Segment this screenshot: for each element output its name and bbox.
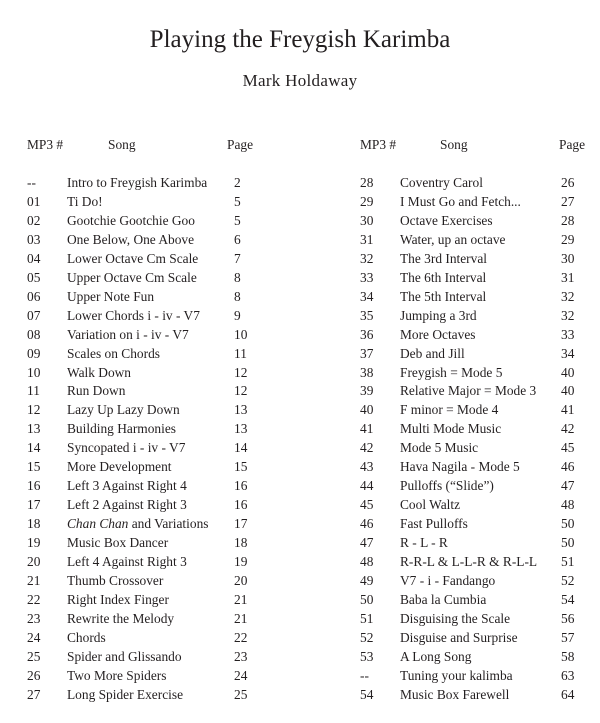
mp3-number: 05 — [27, 269, 41, 285]
song-title-italic: Chan Chan — [67, 516, 129, 532]
page-number: 32 — [561, 307, 575, 323]
song-title-rest: and Variations — [128, 516, 209, 532]
song-title: F minor = Mode 4 — [400, 402, 499, 418]
song-title: Pulloffs (“Slide”) — [400, 478, 494, 494]
mp3-number: 32 — [360, 250, 374, 266]
mp3-number: 26 — [27, 667, 41, 683]
song-title: Ti Do! — [67, 193, 103, 209]
mp3-number: 11 — [27, 383, 40, 399]
song-title — [67, 516, 208, 532]
mp3-number: 31 — [360, 231, 374, 247]
mp3-number: 19 — [27, 535, 41, 551]
mp3-number: 35 — [360, 307, 374, 323]
mp3-number: 43 — [360, 459, 374, 475]
song-title: A Long Song — [400, 648, 472, 664]
song-title: Disguising the Scale — [400, 610, 511, 626]
song-title: Rewrite the Melody — [67, 610, 175, 626]
song-title: Hava Nagila - Mode 5 — [400, 459, 520, 475]
mp3-number: 12 — [27, 402, 41, 418]
mp3-number: 48 — [360, 554, 374, 569]
mp3-number: 23 — [27, 610, 41, 626]
mp3-number: 25 — [27, 648, 41, 664]
page-number: 6 — [234, 231, 241, 247]
song-title: Left 3 Against Right 4 — [67, 478, 187, 494]
mp3-number: 03 — [27, 231, 41, 247]
song-title: Relative Major = Mode 3 — [400, 383, 537, 399]
mp3-number: 45 — [360, 497, 374, 513]
mp3-number: 24 — [27, 629, 41, 645]
page-number: 15 — [234, 459, 248, 475]
page-number: 5 — [234, 212, 241, 228]
mp3-number: 06 — [27, 288, 41, 304]
mp3-number: 33 — [360, 269, 374, 285]
author-name: Mark Holdaway — [242, 71, 358, 90]
page-number: 17 — [234, 516, 248, 532]
mp3-number: 02 — [27, 212, 41, 228]
page-number: 58 — [561, 648, 575, 664]
mp3-number: 50 — [360, 591, 374, 607]
song-title: Octave Exercises — [400, 212, 493, 228]
song-title: Multi Mode Music — [400, 421, 502, 437]
header-song-left: Song — [108, 137, 136, 152]
page-number: 63 — [561, 667, 575, 683]
page-number: 24 — [234, 667, 248, 683]
song-title: Spider and Glissando — [67, 648, 182, 664]
song-title: Gootchie Gootchie Goo — [67, 212, 195, 228]
mp3-number: 09 — [27, 345, 41, 361]
song-title: Jumping a 3rd — [400, 307, 477, 323]
page-number: 41 — [561, 402, 575, 418]
page-number: 50 — [561, 516, 575, 532]
mp3-number: 47 — [360, 535, 374, 551]
page-number: 33 — [561, 326, 575, 342]
page-number: 16 — [234, 478, 248, 494]
header-page-left: Page — [227, 137, 254, 152]
song-title: Syncopated i - iv - V7 — [67, 440, 186, 456]
page-number: 40 — [561, 383, 575, 399]
mp3-number: 01 — [27, 193, 41, 209]
song-title: Deb and Jill — [400, 345, 465, 361]
song-title: Left 4 Against Right 3 — [67, 554, 187, 569]
page-number: 52 — [561, 572, 575, 588]
song-title: Run Down — [67, 383, 126, 399]
page-number: 64 — [561, 686, 575, 702]
mp3-number: 18 — [27, 516, 41, 532]
song-title: Building Harmonies — [67, 421, 176, 437]
mp3-number: 49 — [360, 572, 374, 588]
song-title: R-R-L & L-L-R & R-L-L — [400, 554, 538, 569]
song-title: The 3rd Interval — [400, 250, 487, 266]
page-number: 56 — [561, 610, 575, 626]
song-title: Right Index Finger — [67, 591, 169, 607]
page-number: 51 — [561, 554, 575, 569]
mp3-number: -- — [360, 667, 369, 683]
song-title: Intro to Freygish Karimba — [67, 175, 208, 190]
mp3-number: -- — [27, 175, 36, 190]
page-number: 40 — [561, 364, 575, 380]
page-number: 11 — [234, 345, 247, 361]
mp3-number: 53 — [360, 648, 374, 664]
mp3-number: 37 — [360, 345, 374, 361]
page-number: 46 — [561, 459, 575, 475]
page-number: 25 — [234, 686, 248, 702]
mp3-number: 16 — [27, 478, 41, 494]
song-title: Tuning your kalimba — [400, 667, 513, 683]
song-title: Upper Note Fun — [67, 288, 155, 304]
header-song-right: Song — [440, 137, 468, 152]
page-number: 34 — [561, 345, 575, 361]
page-number: 18 — [234, 535, 248, 551]
mp3-number: 38 — [360, 364, 374, 380]
page-number: 14 — [234, 440, 248, 456]
song-title: Scales on Chords — [67, 345, 160, 361]
song-title: Upper Octave Cm Scale — [67, 269, 197, 285]
mp3-number: 42 — [360, 440, 374, 456]
song-title: Music Box Farewell — [400, 686, 510, 702]
song-title: Chords — [67, 629, 106, 645]
page-number: 16 — [234, 497, 248, 513]
song-title: Water, up an octave — [400, 231, 506, 247]
page-number: 29 — [561, 231, 575, 247]
mp3-number: 40 — [360, 402, 374, 418]
page-number: 13 — [234, 402, 248, 418]
page-number: 47 — [561, 478, 575, 494]
mp3-number: 08 — [27, 326, 41, 342]
song-title: Lower Octave Cm Scale — [67, 250, 199, 266]
mp3-number: 44 — [360, 478, 374, 494]
page-number: 8 — [234, 288, 241, 304]
page-number: 12 — [234, 383, 248, 399]
page-number: 27 — [561, 193, 575, 209]
mp3-number: 21 — [27, 572, 41, 588]
mp3-number: 54 — [360, 686, 374, 702]
mp3-number: 36 — [360, 326, 374, 342]
mp3-number: 30 — [360, 212, 374, 228]
song-title: Coventry Carol — [400, 175, 483, 190]
mp3-number: 46 — [360, 516, 374, 532]
mp3-number: 34 — [360, 288, 374, 304]
mp3-number: 10 — [27, 364, 41, 380]
page-number: 57 — [561, 629, 575, 645]
page-number: 23 — [234, 648, 248, 664]
mp3-number: 28 — [360, 175, 374, 190]
song-title: More Development — [67, 459, 172, 475]
page-number: 21 — [234, 610, 248, 626]
song-title: Two More Spiders — [67, 667, 167, 683]
mp3-number: 14 — [27, 440, 41, 456]
header-page-right: Page — [559, 137, 586, 152]
song-title: Mode 5 Music — [400, 440, 479, 456]
mp3-number: 13 — [27, 421, 41, 437]
song-title: Lower Chords i - iv - V7 — [67, 307, 200, 323]
page-title: Playing the Freygish Karimba — [149, 26, 451, 53]
page-number: 30 — [561, 250, 575, 266]
song-title: R - L - R — [400, 535, 448, 551]
page-number: 20 — [234, 572, 248, 588]
page-number: 45 — [561, 440, 575, 456]
mp3-number: 41 — [360, 421, 374, 437]
song-title: Walk Down — [67, 364, 132, 380]
mp3-number: 04 — [27, 250, 41, 266]
page-number: 13 — [234, 421, 248, 437]
mp3-number: 20 — [27, 554, 41, 569]
song-title: The 5th Interval — [400, 288, 487, 304]
page-number: 5 — [234, 193, 241, 209]
page-number: 50 — [561, 535, 575, 551]
song-title: Fast Pulloffs — [400, 516, 468, 532]
song-title: More Octaves — [400, 326, 476, 342]
mp3-number: 07 — [27, 307, 41, 323]
song-title: V7 - i - Fandango — [400, 572, 496, 588]
mp3-number: 22 — [27, 591, 41, 607]
page-number: 12 — [234, 364, 248, 380]
mp3-number: 52 — [360, 629, 374, 645]
header-mp3-left: MP3 # — [27, 137, 64, 152]
song-title: Variation on i - iv - V7 — [67, 326, 189, 342]
mp3-number: 17 — [27, 497, 41, 513]
page-number: 8 — [234, 269, 241, 285]
mp3-number: 27 — [27, 686, 41, 702]
page-number: 42 — [561, 421, 575, 437]
mp3-number: 29 — [360, 193, 374, 209]
page-number: 32 — [561, 288, 575, 304]
page-number: 54 — [561, 591, 575, 607]
mp3-number: 51 — [360, 610, 374, 626]
header-mp3-right: MP3 # — [360, 137, 397, 152]
song-title: Cool Waltz — [400, 497, 461, 513]
song-title: Lazy Up Lazy Down — [67, 402, 180, 418]
page-number: 26 — [561, 175, 575, 190]
page-number: 9 — [234, 307, 241, 323]
song-title: Disguise and Surprise — [400, 629, 518, 645]
song-title: Freygish = Mode 5 — [400, 364, 503, 380]
page-number: 7 — [234, 250, 241, 266]
song-title: Left 2 Against Right 3 — [67, 497, 187, 513]
song-title: I Must Go and Fetch... — [400, 193, 521, 209]
song-title: Baba la Cumbia — [400, 591, 487, 607]
page-number: 10 — [234, 326, 248, 342]
song-title: One Below, One Above — [67, 231, 195, 247]
page-number: 31 — [561, 269, 575, 285]
page-number: 2 — [234, 175, 241, 190]
song-title: The 6th Interval — [400, 269, 487, 285]
page-number: 28 — [561, 212, 575, 228]
mp3-number: 39 — [360, 383, 374, 399]
song-title: Long Spider Exercise — [67, 686, 184, 702]
page-number: 21 — [234, 591, 248, 607]
page-number: 22 — [234, 629, 248, 645]
page-number: 48 — [561, 497, 575, 513]
song-title: Thumb Crossover — [67, 572, 164, 588]
song-title: Music Box Dancer — [67, 535, 169, 551]
page-number: 19 — [234, 554, 248, 569]
mp3-number: 15 — [27, 459, 41, 475]
